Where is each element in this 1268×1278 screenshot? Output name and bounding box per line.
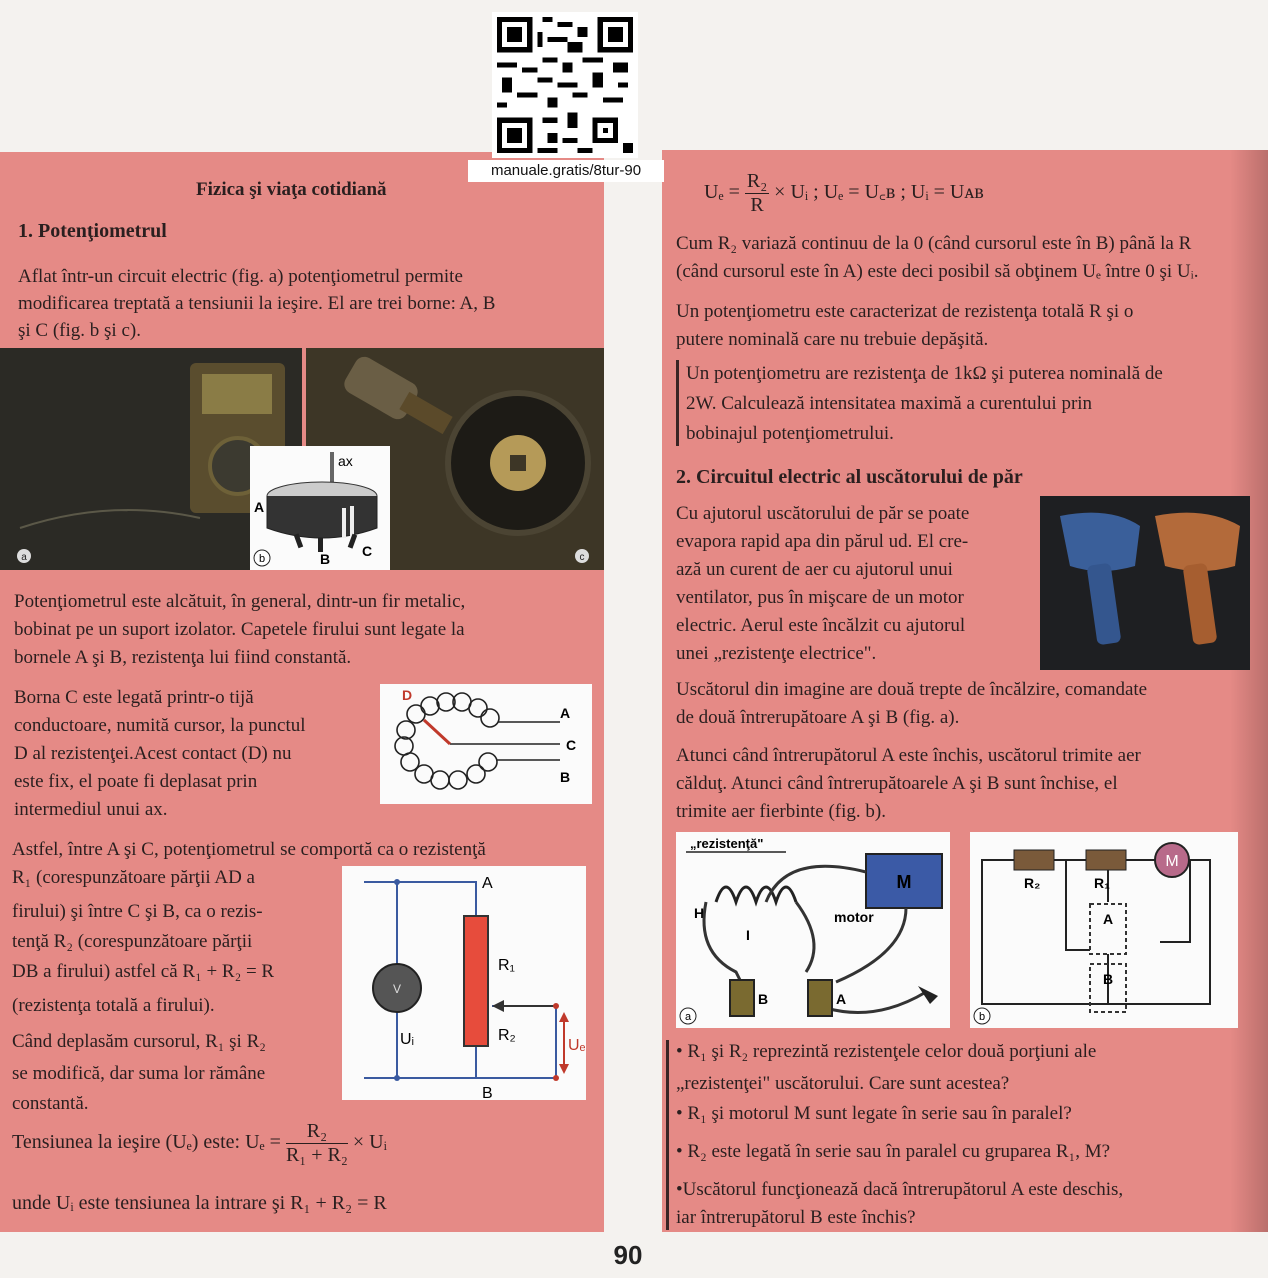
input-voltage-note: unde Uᵢ este tensiunea la intrare şi R₁ + R₂ = R — [12, 1192, 387, 1214]
figb-badge: b — [978, 1011, 986, 1023]
right-para2-line-2: putere nominală care nu trebuie depăşită. — [676, 329, 989, 350]
qr-url-label: manuale.gratis/8tur-90 — [468, 160, 664, 182]
figb-label-M: M — [1165, 853, 1179, 870]
page-number: 90 — [613, 1240, 643, 1270]
question-line-5: •Uscătorul funcţionează dacă întrerupătorul A este deschis, — [676, 1179, 1124, 1200]
formula-denominator: R₁ + R₂ — [285, 1144, 348, 1166]
intro-line-3: şi C (fig. b şi c). — [18, 320, 141, 341]
exercise-line-1: Un potenţiometru are rezistenţa de 1kΩ şi puterea nominală de — [686, 363, 1163, 384]
right-formula-line — [704, 170, 984, 217]
figb-label-B: B — [1102, 971, 1114, 987]
figa-label-motor: motor — [834, 909, 874, 925]
figb-label-R1: R₁ — [1094, 875, 1110, 891]
right-para4-line-2: de două întrerupătoare A şi B (fig. a). — [676, 707, 960, 728]
right-para2-line-1: Un potenţiometru este caracterizat de rezistenţa totală R şi o — [676, 301, 1134, 322]
label-ax: ax — [338, 453, 353, 469]
right-para5-line-2: călduţ. Atunci când întrerupătoarele A şi B sunt închise, el — [676, 773, 1118, 794]
question-line-4: • R₂ este legată în serie sau în paralel cu gruparea R₁, M? — [676, 1141, 1111, 1162]
fig-a-badge: a — [21, 552, 27, 563]
question-line-2: „rezistenţei" uscătorului. Care sunt acestea? — [676, 1073, 1010, 1094]
section-title-potentiometer: 1. Potenţiometrul — [18, 220, 167, 242]
question-line-1: • R₁ şi R₂ reprezintă rezistenţele celor două porţiuni ale — [676, 1041, 1097, 1062]
question-line-3: • R₁ şi motorul M sunt legate în serie sau în paralel? — [676, 1103, 1072, 1124]
para4-line-2: firului) şi între C şi B, ca o rezis- — [12, 901, 263, 922]
exercise-bar — [676, 360, 679, 446]
right-para3-line-3: ază un curent de aer cu ajutorul unui — [676, 559, 953, 580]
right-para3-line-1: Cu ajutorul uscătorului de păr se poate — [676, 503, 970, 524]
circuit-label-B: B — [482, 1085, 493, 1100]
section-title-hair-dryer: 2. Circuitul electric al uscătorului de păr — [676, 466, 1023, 488]
figa-label-B: B — [758, 991, 769, 1007]
right-formula-numerator: R₂ — [746, 170, 768, 192]
para4-line-7: se modifică, dar suma lor rămâne — [12, 1063, 266, 1084]
question-line-6: iar întrerupătorul B este închis? — [676, 1207, 916, 1228]
right-para3-line-4: ventilator, pus în mişcare de un motor — [676, 587, 964, 608]
circuit-label-Ue: Uₑ — [568, 1037, 586, 1054]
formula-numerator: R₂ — [286, 1120, 348, 1144]
figa-label-I: I — [746, 927, 750, 943]
para3-line-4: este fix, el poate fi deplasat prin — [14, 771, 258, 792]
right-para3-line-5: electric. Aerul este încălzit cu ajutorul — [676, 615, 966, 636]
formula-tail: × Uᵢ — [352, 1131, 387, 1154]
figa-label-A: A — [836, 991, 847, 1007]
fig-b-potentiometer-drawing — [250, 446, 390, 570]
label-C: C — [362, 543, 373, 559]
circuit-label-Ui: Uᵢ — [400, 1031, 415, 1048]
para3-line-5: intermediul unui ax. — [14, 799, 168, 820]
circuit-label-R2: R₂ — [498, 1027, 516, 1044]
exercise-line-3: bobinajul potenţiometrului. — [686, 423, 894, 444]
figa-label-M: M — [896, 872, 912, 892]
intro-line-2: modificarea treptată a tensiunii la ieşire. El are trei borne: A, B — [18, 293, 496, 314]
fig-c-badge: c — [579, 552, 585, 563]
label-B: B — [320, 551, 331, 567]
formula-fraction — [286, 1120, 348, 1167]
para3-line-3: D al rezistenţei.Acest contact (D) nu — [14, 743, 292, 764]
para3-line-2: conductoare, numită cursor, la punctul — [14, 715, 306, 736]
right-para1-line-1: Cum R₂ variază continuu de la 0 (când cursorul este în B) până la R — [676, 233, 1192, 254]
right-para3-line-6: unei „rezistenţe electrice". — [676, 643, 877, 664]
figb-label-R2: R₂ — [1024, 875, 1041, 891]
para3-line-1: Borna C este legată printr-o tijă — [14, 687, 254, 708]
circuit-label-R1: R₁ — [498, 957, 515, 974]
coil-label-A: A — [560, 705, 571, 721]
figa-label-rezistenta: „rezistenţă" — [690, 836, 764, 851]
right-formula-fraction — [745, 170, 769, 217]
coil-label-B: B — [560, 769, 571, 785]
para4-line-5: (rezistenţa totală a firului). — [12, 995, 215, 1016]
para2-line-2: bobinat pe un suport izolator. Capetele firului sunt legate la — [14, 619, 465, 640]
questions-bar — [666, 1040, 669, 1230]
figa-label-H: H — [694, 905, 705, 921]
right-formula-tail: × Uᵢ ; Uₑ = U꜀ʙ ; Uᵢ = Uᴀʙ — [774, 181, 984, 204]
right-para5-line-1: Atunci când întrerupătorul A este închis, uscătorul trimite aer — [676, 745, 1141, 766]
exercise-line-2: 2W. Calculează intensitatea maximă a curentului prin — [686, 393, 1093, 414]
page-header: Fizica şi viaţa cotidiană — [196, 179, 387, 200]
coil-cursor-diagram — [380, 684, 592, 804]
right-para4-line-1: Uscătorul din imagine are două trepte de încălzire, comandate — [676, 679, 1148, 700]
hair-dryer-schematic — [970, 832, 1238, 1028]
qr-code[interactable] — [492, 12, 638, 158]
para4-line-1: R₁ (corespunzătoare părţii AD a — [12, 867, 255, 888]
para4-line-6: Când deplasăm cursorul, R₁ şi R₂ — [12, 1031, 266, 1052]
para4-line-4: DB a firului) astfel că R₁ + R₂ = R — [12, 961, 275, 982]
hair-dryer-wiring-figure — [676, 832, 950, 1028]
right-formula-ue: Uₑ = — [704, 181, 740, 204]
fig-b-badge: b — [258, 553, 266, 565]
right-para3-line-2: evapora rapid apa din părul ud. El cre- — [676, 531, 969, 552]
output-voltage-formula — [12, 1120, 387, 1167]
right-formula-denominator: R — [750, 194, 764, 216]
intro-line-1: Aflat într-un circuit electric (fig. a) potenţiometrul permite — [18, 266, 463, 287]
figa-badge: a — [684, 1011, 692, 1023]
coil-label-C: C — [566, 737, 577, 753]
coil-label-D: D — [402, 687, 413, 703]
voltmeter-label: V — [392, 982, 402, 996]
right-para5-line-3: trimite aer fierbinte (fig. b). — [676, 801, 886, 822]
para4-line-0: Astfel, între A şi C, potenţiometrul se comportă ca o rezistenţă — [12, 839, 486, 860]
para2-line-3: bornele A şi B, rezistenţa lui fiind constantă. — [14, 647, 352, 668]
figb-label-A: A — [1102, 911, 1114, 927]
label-A: A — [254, 499, 265, 515]
right-para1-line-2: (când cursorul este în A) este deci posibil să obţinem Uₑ între 0 şi Uᵢ. — [676, 261, 1199, 282]
para4-line-3: tenţă R₂ (corespunzătoare părţii — [12, 931, 253, 952]
circuit-label-A: A — [482, 875, 493, 892]
photo-hair-dryers — [1040, 496, 1250, 670]
para4-line-8: constantă. — [12, 1093, 89, 1114]
formula-intro: Tensiunea la ieşire (Uₑ) este: Uₑ = — [12, 1131, 281, 1154]
voltage-divider-circuit — [342, 866, 586, 1100]
para2-line-1: Potenţiometrul este alcătuit, în general, dintr-un fir metalic, — [14, 591, 466, 612]
